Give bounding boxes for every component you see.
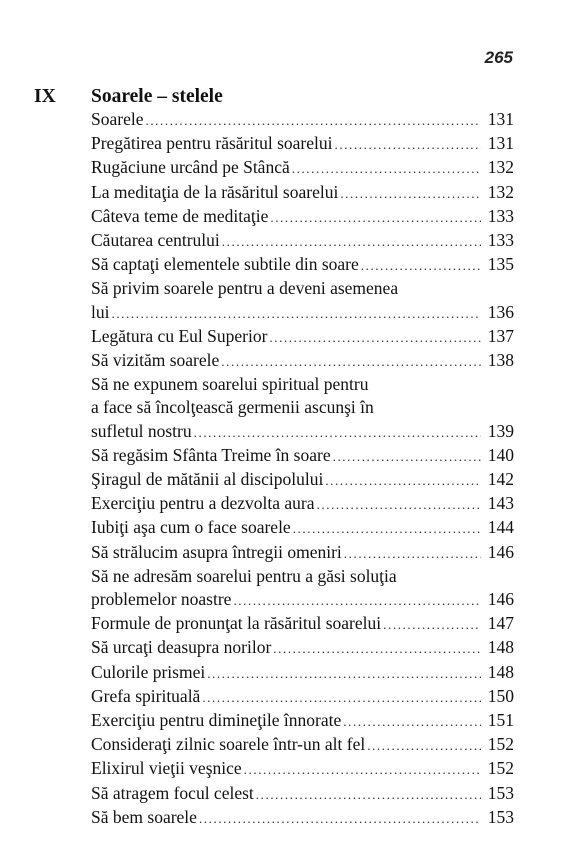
toc-entry-row <box>91 733 514 757</box>
toc-entry-page: 132 <box>487 157 514 178</box>
toc-entry-title: Să regăsim Sfânta Treime în soare <box>91 444 331 465</box>
toc-entry-row <box>91 588 514 612</box>
toc-entry-page: 139 <box>487 420 514 441</box>
toc-entry-row <box>91 661 514 685</box>
toc-entry-title: Căutarea centrului <box>91 230 220 251</box>
toc-entry-page: 138 <box>487 350 514 371</box>
toc-entry <box>91 132 514 156</box>
toc-entry-title: Elixirul vieţii veşnice <box>91 758 242 779</box>
toc-entry-row <box>91 782 514 806</box>
toc-entry-title-line: a face să încolţească germenii ascunşi în <box>91 397 374 418</box>
toc-entry-row <box>91 806 514 830</box>
toc-entry-page: 146 <box>487 541 514 562</box>
toc-entry-title: Să atragem focul celest <box>91 782 254 803</box>
toc-entry-page: 148 <box>487 637 514 658</box>
toc-entry-row <box>91 685 514 709</box>
toc-entry-title: Grefa spirituală <box>91 685 201 706</box>
toc-entry <box>91 541 514 565</box>
toc-entry-title-line: Să ne adresăm soarelui pentru a găsi soluţia <box>91 565 397 586</box>
toc-entry <box>91 757 514 781</box>
dot-leader <box>270 206 481 229</box>
dot-leader <box>256 783 481 806</box>
toc-entry <box>91 516 514 540</box>
dot-leader <box>292 157 481 180</box>
toc-entry-title: problemelor noastre <box>91 589 232 610</box>
toc-entry <box>91 229 514 253</box>
toc-entry-page: 142 <box>487 469 514 490</box>
toc-entry-row <box>91 444 514 468</box>
toc-entry-title: Consideraţi zilnic soarele într-un alt fel <box>91 734 366 755</box>
toc-entry-title: Rugăciune urcând pe Stâncă <box>91 157 290 178</box>
toc-entry-title: Pregătirea pentru răsăritul soarelui <box>91 133 333 154</box>
dot-leader <box>269 326 481 349</box>
toc-entry-title: Iubiţi aşa cum o face soarele <box>91 517 291 538</box>
toc-entry-title: lui <box>91 301 110 322</box>
toc-entry-row <box>91 325 514 349</box>
toc-entry <box>91 349 514 373</box>
toc-entry <box>91 612 514 636</box>
toc-entry-page: 150 <box>487 685 514 706</box>
toc-entry-title-line: Să ne expunem soarelui spiritual pentru <box>91 374 369 395</box>
toc-entry-page: 135 <box>487 254 514 275</box>
toc-entry-title: Câteva teme de meditaţie <box>91 205 269 226</box>
toc-entry-page: 147 <box>487 613 514 634</box>
toc-entry-page: 140 <box>487 444 514 465</box>
dot-leader <box>273 637 481 660</box>
chapter-title: Soarele – stelele <box>91 86 223 107</box>
toc-entry-row <box>91 709 514 733</box>
toc-entry-title-line: Să privim soarele pentru a deveni asemenea <box>91 278 399 299</box>
toc-entry-page: 153 <box>487 782 514 803</box>
dot-leader <box>340 182 481 205</box>
dot-leader <box>343 710 481 733</box>
toc-entry-title: Exerciţiu pentru dimineţile înnorate <box>91 710 342 731</box>
toc-entry-row <box>91 636 514 660</box>
dot-leader <box>233 589 481 612</box>
toc-entry-title: Să bem soarele <box>91 806 197 827</box>
dot-leader <box>361 254 481 277</box>
toc-entry-row <box>91 492 514 516</box>
toc-entry-title: Soarele <box>91 109 144 129</box>
toc-entry <box>91 733 514 757</box>
toc-entry-title: Legătura cu Eul Superior <box>91 325 268 346</box>
toc-entry-row <box>91 541 514 565</box>
toc-entry <box>91 636 514 660</box>
toc-entry-page: 133 <box>487 205 514 226</box>
toc-entry-title: Formule de pronunţat la răsăritul soarelui <box>91 613 382 634</box>
toc-entry-title: Şiragul de mătănii al discipolului <box>91 469 324 490</box>
dot-leader <box>194 421 481 444</box>
toc-entry-page: 132 <box>487 181 514 202</box>
toc-entry-row <box>91 420 514 444</box>
toc-entry-page: 143 <box>487 493 514 514</box>
dot-leader <box>325 469 481 492</box>
toc-entry-page: 131 <box>487 133 514 154</box>
toc-entry <box>91 685 514 709</box>
toc-entry-title: Să urcaţi deasupra norilor <box>91 637 272 658</box>
toc-entry-page: 148 <box>487 661 514 682</box>
toc-entry <box>91 565 514 612</box>
toc-entry-page: 151 <box>487 710 514 731</box>
dot-leader <box>199 807 481 830</box>
toc-entry-page: 133 <box>487 230 514 251</box>
dot-leader <box>202 686 481 709</box>
table-of-contents <box>91 108 514 830</box>
toc-entry-title: sufletul nostru <box>91 420 192 441</box>
toc-entry <box>91 709 514 733</box>
toc-entry <box>91 205 514 229</box>
toc-entry-row <box>91 253 514 277</box>
toc-entry <box>91 492 514 516</box>
toc-entry-page: 136 <box>487 301 514 322</box>
toc-entry <box>91 108 514 132</box>
dot-leader <box>344 542 481 565</box>
toc-entry-row <box>91 181 514 205</box>
dot-leader <box>317 493 481 516</box>
toc-entry <box>91 661 514 685</box>
toc-entry <box>91 325 514 349</box>
toc-entry-row <box>91 108 514 132</box>
toc-entry-row <box>91 132 514 156</box>
dot-leader <box>383 613 481 636</box>
toc-entry <box>91 277 514 324</box>
toc-entry-row <box>91 757 514 781</box>
dot-leader <box>335 133 482 156</box>
toc-entry-row <box>91 516 514 540</box>
dot-leader <box>367 734 481 757</box>
toc-entry-row <box>91 156 514 180</box>
toc-entry-title: Culorile prismei <box>91 661 206 682</box>
toc-entry <box>91 444 514 468</box>
toc-entry-title: La meditaţia de la răsăritul soarelui <box>91 181 339 202</box>
toc-entry-page: 153 <box>487 806 514 827</box>
toc-entry-row <box>91 349 514 373</box>
toc-entry <box>91 181 514 205</box>
toc-entry-page: 137 <box>487 325 514 346</box>
dot-leader <box>207 662 481 685</box>
toc-entry-title: Să vizităm soarele <box>91 350 220 371</box>
toc-entry <box>91 782 514 806</box>
toc-entry-row <box>91 205 514 229</box>
dot-leader <box>293 517 481 540</box>
toc-entry-page: 131 <box>487 109 514 129</box>
dot-leader <box>222 230 481 253</box>
toc-entry <box>91 156 514 180</box>
chapter-number: IX <box>34 86 56 107</box>
toc-entry-page: 152 <box>487 734 514 755</box>
dot-leader <box>221 350 481 373</box>
dot-leader <box>145 109 481 132</box>
toc-entry-title: Să captaţi elementele subtile din soare <box>91 254 359 275</box>
toc-entry <box>91 806 514 830</box>
dot-leader <box>244 758 481 781</box>
dot-leader <box>333 445 481 468</box>
toc-entry-row <box>91 468 514 492</box>
toc-entry-title: Să strălucim asupra întregii omeniri <box>91 541 342 562</box>
page-number: 265 <box>484 48 513 67</box>
toc-entry <box>91 373 514 444</box>
toc-entry-title: Exerciţiu pentru a dezvolta aura <box>91 493 315 514</box>
toc-entry-row <box>91 301 514 325</box>
toc-entry-row <box>91 612 514 636</box>
toc-entry <box>91 253 514 277</box>
toc-entry-page: 146 <box>487 589 514 610</box>
toc-entry <box>91 468 514 492</box>
toc-entry-row <box>91 229 514 253</box>
dot-leader <box>111 302 481 325</box>
toc-entry-page: 144 <box>487 517 514 538</box>
toc-entry-page: 152 <box>487 758 514 779</box>
